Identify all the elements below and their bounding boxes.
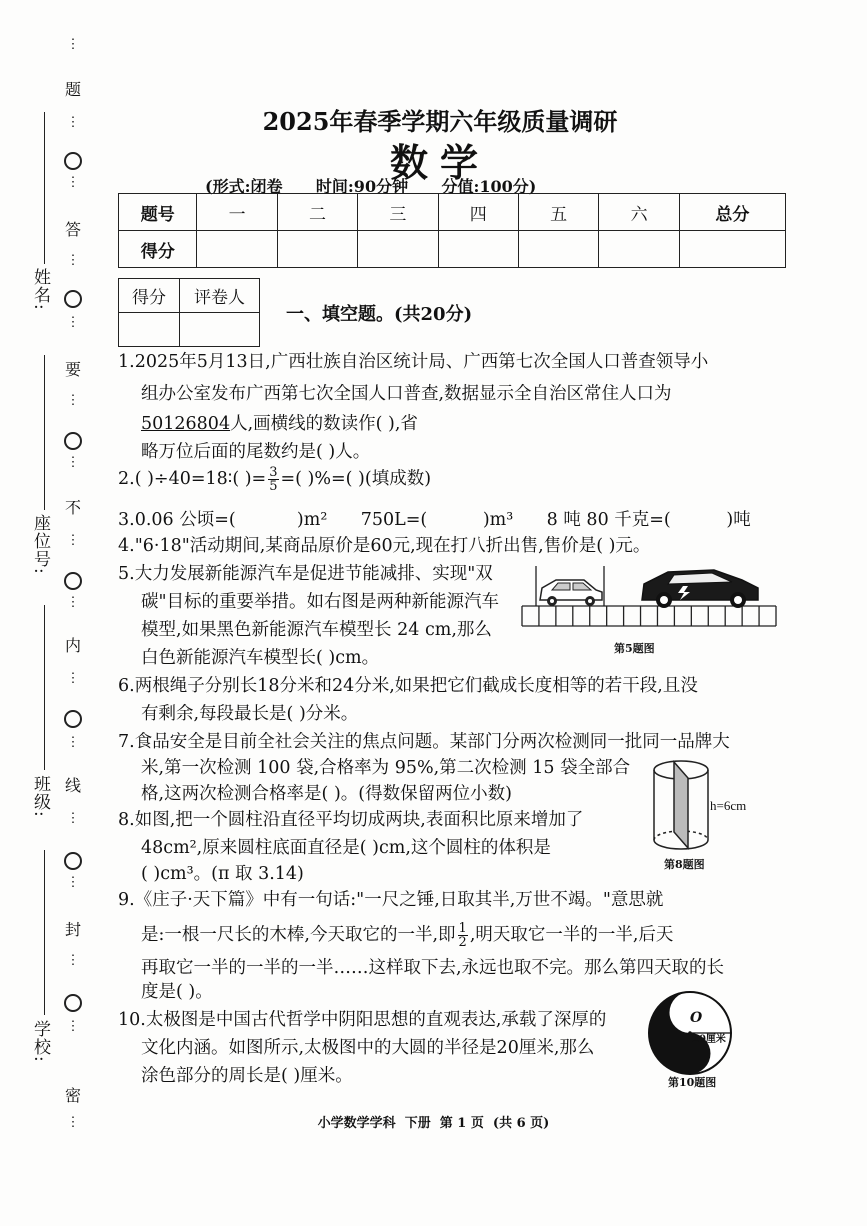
seal-char: 要 [64,360,81,379]
question-9-line3: 再取它一半的一半的一半……这样取下去,永远也取不完。那么第四天取的长 [141,958,725,978]
score-cell[interactable] [277,231,357,268]
score-cell[interactable] [679,231,785,268]
question-1-line1: 1.2025年5月13日,广西壮族自治区统计局、广西第七次全国人口普查领导小 [118,352,709,372]
exam-title: 2025年春季学期六年级质量调研 [262,107,618,136]
question-2 [118,466,431,493]
q10-caption: 第10题图 [668,1076,717,1089]
score-header-cell: 五 [518,194,598,231]
seal-dots: ⋮ [66,115,80,130]
question-6-line2: 有剩余,每段最长是( )分米。 [141,704,359,724]
grader-score-label: 得分 [119,279,180,313]
underlined-number: 50126804 [141,414,231,434]
seal-dots: ⋮ [66,671,80,686]
name-line [44,112,45,264]
seal-dots: ⋮ [66,595,80,610]
seal-dots: ⋮ [66,811,80,826]
seal-dots: ⋮ [66,875,80,890]
seal-dots: ⋮ [66,393,80,408]
question-10-line1: 10.太极图是中国古代哲学中阴阳思想的直观表达,承载了深厚的 [118,1010,607,1030]
question-5-line3: 模型,如果黑色新能源汽车模型长 24 cm,那么 [141,620,492,640]
fraction-1-2 [458,922,468,949]
seal-circle [64,152,82,170]
question-9-line2-a: 是:一根一尺长的木棒,今天取它的一半,即 [141,925,456,945]
seal-dots: ⋮ [66,1019,80,1034]
score-cell[interactable] [438,231,518,268]
question-1-line3 [141,412,418,436]
grader-name-cell[interactable] [180,313,260,347]
white-car-icon [540,580,602,606]
seal-char: 封 [64,920,81,939]
seal-char: 题 [64,80,81,99]
school-label: 学校: [30,1020,50,1063]
question-9-line1: 9.《庄子·天下篇》中有一句话:"一尺之锤,日取其半,万世不竭。"意思就 [118,890,664,910]
question-1-line4: 略万位后面的尾数约是( )人。 [141,442,371,462]
fraction-3-5 [268,466,278,493]
seal-dots: ⋮ [66,37,80,52]
question-10-line3: 涂色部分的周长是( )厘米。 [141,1066,353,1086]
seal-dots: ⋮ [66,175,80,190]
question-5-line4: 白色新能源汽车模型长( )cm。 [141,648,380,668]
fraction-denominator: 2 [458,935,467,950]
score-row-label: 得分 [119,231,197,268]
fraction-denominator: 5 [269,479,278,494]
score-header-cell: 二 [277,194,357,231]
question-9-line2-b: ,明天取它一半的一半,后天 [469,925,674,945]
question-5-line1: 5.大力发展新能源汽车是促进节能减排、实现"双 [118,564,493,584]
question-7-line2: 米,第一次检测 100 袋,合格率为 95%,第二次检测 15 袋全部合 [141,758,631,778]
score-header-cell: 一 [197,194,277,231]
q8-height-label: h=6cm [710,798,747,813]
seal-dots: ⋮ [66,953,80,968]
seal-char: 线 [64,776,81,795]
seal-circle [64,852,82,870]
subject-title: 数学 [389,140,490,185]
seal-dots: ⋮ [66,455,80,470]
question-7-line1: 7.食品安全是目前全社会关注的焦点问题。某部门分两次检测同一批同一品牌大 [118,732,730,752]
question-3: 3.0.06 公顷=( )m² 750L=( )m³ 8 吨 80 千克=( )吨 [118,510,751,530]
question-10-line2: 文化内涵。如图所示,太极图中的大圆的半径是20厘米,那么 [141,1038,595,1058]
question-6-line1: 6.两根绳子分别长18分米和24分米,如果把它们截成长度相等的若干段,且没 [118,676,698,696]
seal-dots: ⋮ [66,253,80,268]
score-header-cell: 三 [358,194,438,231]
question-2-part-a: 2.( )÷40=18∶( )= [118,469,267,489]
class-label: 班级: [30,775,50,818]
score-cell[interactable] [358,231,438,268]
taiji-center-label: O [690,1010,703,1026]
question-7-line3: 格,这两次检测合格率是( )。(得数保留两位小数) [141,784,512,804]
seal-circle [64,710,82,728]
score-header-cell: 题号 [119,194,197,231]
score-table [118,193,786,268]
seal-char: 内 [64,636,81,655]
seal-circle [64,994,82,1012]
q5-caption: 第5题图 [614,642,655,655]
taiji-radius-label: 20厘米 [692,1034,726,1045]
q8-cylinder-figure [648,756,714,856]
fraction-numerator: 3 [269,465,278,480]
question-4: 4."6·18"活动期间,某商品原价是60元,现在打八折出售,售价是( )元。 [118,536,651,556]
fraction-numerator: 1 [458,921,467,936]
question-8-line1: 8.如图,把一个圆柱沿直径平均切成两块,表面积比原来增加了 [118,810,584,830]
question-9-line2 [141,922,673,949]
score-header-cell: 总分 [679,194,785,231]
q8-caption: 第8题图 [664,858,705,871]
black-car-icon [642,570,758,608]
seal-char: 密 [64,1086,81,1105]
question-2-part-b: =( )%=( )(填成数) [280,469,432,489]
class-line [44,605,45,770]
score-header-cell: 四 [438,194,518,231]
seal-dots: ⋮ [66,1115,80,1130]
seal-dots: ⋮ [66,533,80,548]
question-1-line3-text: 人,画横线的数读作( ),省 [230,414,418,434]
exam-info: (形式:闭卷 时间:90分钟 分值:100分) [205,177,537,196]
seal-circle [64,290,82,308]
question-9-line4: 度是( )。 [141,982,213,1002]
name-label: 姓名: [30,268,50,311]
score-cell[interactable] [197,231,277,268]
seal-char: 答 [64,220,81,239]
section-heading: 一、填空题。(共20分) [286,304,473,325]
q5-car-figure [518,560,780,638]
question-1-line2: 组办公室发布广西第七次全国人口普查,数据显示全自治区常住人口为 [141,384,672,404]
seal-dots: ⋮ [66,315,80,330]
question-8-line2: 48cm²,原来圆柱底面直径是( )cm,这个圆柱的体积是 [141,838,551,858]
question-8-line3: ( )cm³。(π 取 3.14) [141,864,304,884]
grader-box [118,278,260,347]
question-5-line2: 碳"目标的重要举措。如右图是两种新能源汽车 [141,592,500,612]
seal-circle [64,572,82,590]
grader-score-cell[interactable] [119,313,180,347]
score-header-cell: 六 [599,194,679,231]
seat-label: 座位号: [30,514,50,575]
seal-dots: ⋮ [66,735,80,750]
seal-char: 不 [64,498,81,517]
page-footer: 小学数学学科 下册 第 1 页 (共 6 页) [317,1116,550,1131]
seat-line [44,355,45,510]
seal-circle [64,432,82,450]
score-cell[interactable] [599,231,679,268]
grader-name-label: 评卷人 [180,279,260,313]
score-cell[interactable] [518,231,598,268]
school-line [44,850,45,1015]
